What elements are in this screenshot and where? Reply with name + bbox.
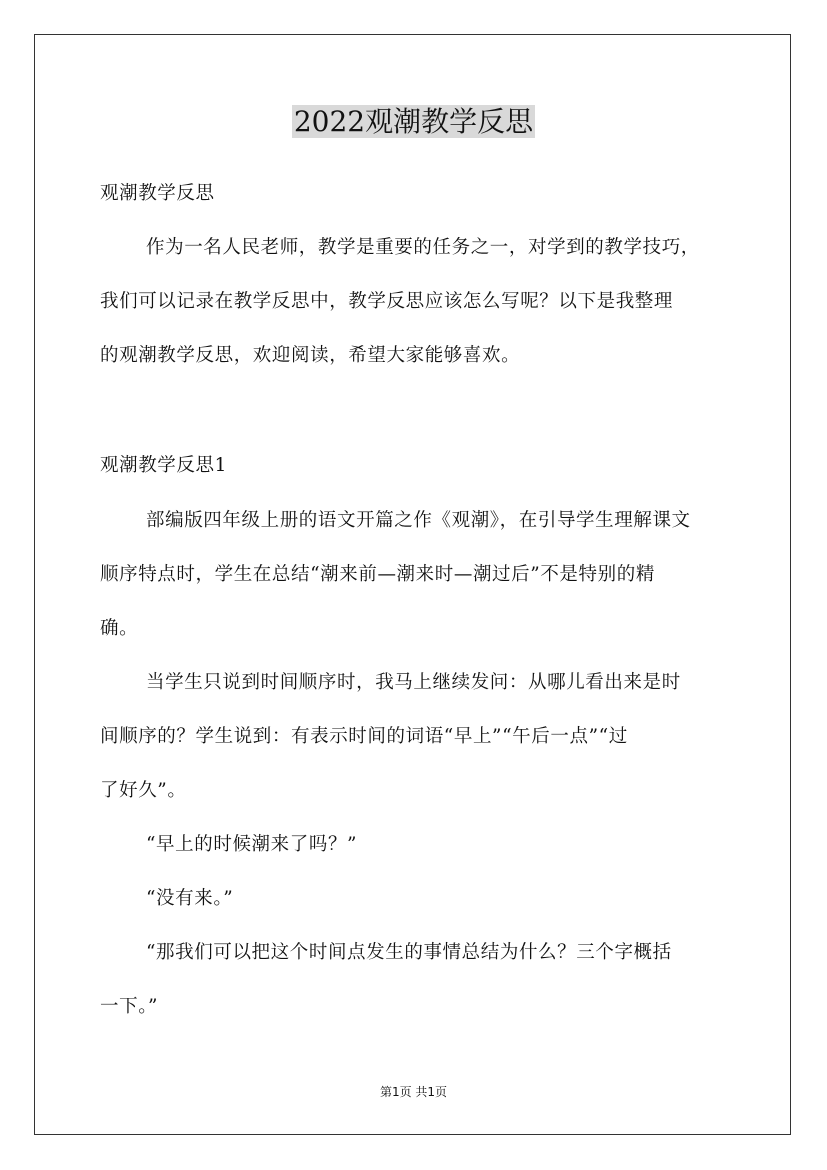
paragraph-2-line-2: 间顺序的？学生说到：有表示时间的词语“早上”“午后一点”“过 bbox=[100, 726, 628, 747]
paragraph-2-line-3: 了好久”。 bbox=[100, 780, 187, 801]
paragraph-5-line-2: 一下。” bbox=[100, 996, 159, 1017]
paragraph-2-line-1: 当学生只说到时间顺序时，我马上继续发问：从哪儿看出来是时 bbox=[146, 672, 681, 693]
paragraph-5-line-1: “那我们可以把这个时间点发生的事情总结为什么？三个字概括 bbox=[146, 942, 672, 963]
section-heading: 观潮教学反思1 bbox=[100, 455, 227, 476]
paragraph-4: “没有来。” bbox=[146, 888, 234, 909]
document-subtitle: 观潮教学反思 bbox=[100, 183, 215, 204]
paragraph-1-line-2: 顺序特点时，学生在总结“潮来前—潮来时—潮过后”不是特别的精 bbox=[100, 564, 655, 585]
paragraph-3: “早上的时候潮来了吗？” bbox=[146, 834, 358, 855]
intro-line-1: 作为一名人民老师，教学是重要的任务之一，对学到的教学技巧， bbox=[146, 237, 700, 258]
paragraph-1-line-1: 部编版四年级上册的语文开篇之作《观潮》，在引导学生理解课文 bbox=[146, 510, 691, 531]
page-footer: 第1页 共1页 bbox=[379, 1085, 448, 1099]
document-title-text: 2022观潮教学反思 bbox=[293, 105, 534, 138]
intro-line-2: 我们可以记录在教学反思中，教学反思应该怎么写呢？以下是我整理 bbox=[100, 291, 674, 312]
paragraph-1-line-3: 确。 bbox=[100, 618, 139, 639]
intro-line-3: 的观潮教学反思，欢迎阅读，希望大家能够喜欢。 bbox=[100, 345, 521, 366]
document-title bbox=[0, 102, 827, 142]
